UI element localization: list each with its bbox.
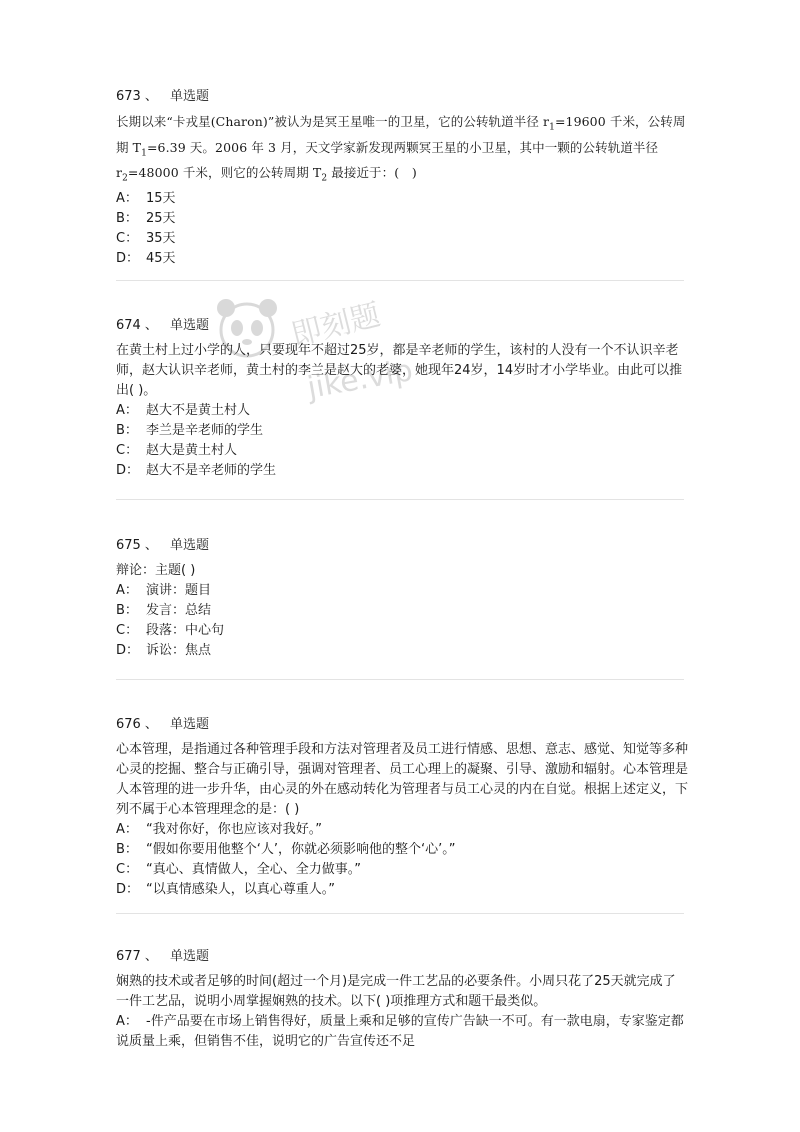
option-key: A： bbox=[116, 190, 138, 206]
question-header bbox=[116, 88, 688, 106]
question-stem: 辩论：主题( ) bbox=[116, 563, 196, 578]
stem-text: 长期以来“卡戎星(Charon)”被认为是冥王星唯一的卫星，它的公转轨道半径 r bbox=[116, 114, 550, 129]
option-text: 段落：中心句 bbox=[146, 623, 225, 638]
question-type: 单选题 bbox=[169, 949, 209, 964]
question-header bbox=[116, 317, 688, 335]
question-header bbox=[116, 948, 688, 966]
question-stem bbox=[116, 112, 688, 189]
question-header bbox=[116, 537, 688, 555]
question-number-sep: 、 bbox=[144, 318, 158, 333]
option-d[interactable] bbox=[116, 880, 688, 900]
question-677 bbox=[116, 948, 688, 1052]
question-number-sep: 、 bbox=[144, 89, 158, 104]
option-text: “真心、真情做人，全心、全力做事。” bbox=[146, 862, 361, 877]
question-header bbox=[116, 716, 688, 734]
question-number-sep: 、 bbox=[144, 949, 158, 964]
option-a[interactable] bbox=[116, 820, 688, 840]
option-b[interactable] bbox=[116, 601, 688, 621]
question-673 bbox=[116, 88, 688, 269]
option-key: A： bbox=[116, 403, 138, 418]
question-674 bbox=[116, 317, 688, 481]
option-key: C： bbox=[116, 862, 139, 877]
question-type: 单选题 bbox=[169, 89, 209, 104]
stem-subscript: 2 bbox=[122, 173, 128, 184]
stem-subscript: 2 bbox=[321, 173, 328, 184]
option-b[interactable] bbox=[116, 421, 688, 441]
option-a[interactable] bbox=[116, 581, 688, 601]
divider bbox=[116, 913, 684, 914]
option-text: -件产品要在市场上销售得好，质量上乘和足够的宣传广告缺一不可。有一款电扇，专家鉴定都说质量上乘，但销售不佳，说明它的广告宣传还不足 bbox=[116, 1014, 684, 1049]
question-stem: 心本管理，是指通过各种管理手段和方法对管理者及员工进行情感、思想、意志、感觉、知觉等多种心灵的挖掘、整合与正确引导，强调对管理者、员工心理上的凝聚、引导、激励和辐射。心本管理是人本管理的进一步升华，由心灵的外在感动转化为管理者与员工心灵的内在自觉。根据上述定义，下列不属于心本管理理念的是：( ) bbox=[116, 742, 689, 817]
question-number: 675 bbox=[116, 538, 141, 553]
question-675 bbox=[116, 537, 688, 661]
option-text: 赵大不是辛老师的学生 bbox=[146, 463, 277, 478]
option-key: C： bbox=[116, 443, 139, 458]
option-text: “假如你要用他整个‘人’，你就必须影响他的整个‘心’。” bbox=[146, 842, 456, 857]
watermark-text-en: jike.vip bbox=[304, 353, 416, 406]
option-text: 赵大是黄土村人 bbox=[146, 443, 238, 458]
stem-text: =19600 千米，公转周期 T bbox=[116, 114, 686, 155]
option-text: 35天 bbox=[146, 230, 176, 246]
option-b[interactable] bbox=[116, 840, 688, 860]
divider bbox=[116, 499, 684, 500]
option-c[interactable] bbox=[116, 860, 688, 880]
stem-subscript: 1 bbox=[141, 148, 147, 158]
option-key: A： bbox=[116, 822, 138, 837]
option-text: 诉讼：焦点 bbox=[146, 643, 212, 658]
option-text: 李兰是辛老师的学生 bbox=[146, 423, 264, 438]
option-key: D： bbox=[116, 882, 140, 897]
option-c[interactable] bbox=[116, 441, 688, 461]
option-key: D： bbox=[116, 250, 140, 266]
option-key: C： bbox=[116, 230, 139, 246]
question-number: 673 bbox=[116, 89, 141, 104]
option-a[interactable] bbox=[116, 189, 688, 209]
option-key: D： bbox=[116, 643, 140, 658]
stem-text: 最接近于：( ) bbox=[327, 165, 417, 180]
question-type: 单选题 bbox=[169, 318, 209, 333]
option-key: A： bbox=[116, 1014, 138, 1029]
option-text: 赵大不是黄土村人 bbox=[146, 403, 251, 418]
option-key: C： bbox=[116, 623, 139, 638]
option-text: 15天 bbox=[146, 190, 176, 206]
question-stem: 在黄土村上过小学的人，只要现年不超过25岁，都是辛老师的学生，该村的人没有一个不认识辛老师，赵大认识辛老师，黄土村的李兰是赵大的老婆，她现年24岁，14岁时才小学毕业。由此可以推出( )。 bbox=[116, 343, 683, 398]
option-text: 发言：总结 bbox=[146, 603, 212, 618]
option-d[interactable] bbox=[116, 641, 688, 661]
option-c[interactable] bbox=[116, 621, 688, 641]
stem-text: =6.39 天。2006 年 3 月，天文学家新发现两颗冥王星的小卫星，其中一颗的公转轨道半径 r bbox=[116, 139, 659, 180]
divider bbox=[116, 280, 684, 281]
option-d[interactable] bbox=[116, 461, 688, 481]
option-d[interactable] bbox=[116, 249, 688, 269]
option-a[interactable] bbox=[116, 1012, 688, 1052]
watermark-text-cn: 即刻题 bbox=[287, 297, 384, 354]
option-c[interactable] bbox=[116, 229, 688, 249]
option-text: “我对你好，你也应该对我好。” bbox=[146, 822, 322, 837]
option-key: B： bbox=[116, 210, 138, 226]
option-key: B： bbox=[116, 603, 138, 618]
option-key: A： bbox=[116, 583, 138, 598]
question-number: 677 bbox=[116, 949, 141, 964]
question-type: 单选题 bbox=[169, 538, 209, 553]
option-text: 45天 bbox=[146, 250, 176, 266]
stem-text: =48000 千米，则它的公转周期 T bbox=[127, 165, 322, 180]
option-key: D： bbox=[116, 463, 140, 478]
option-key: B： bbox=[116, 842, 138, 857]
divider bbox=[116, 679, 684, 680]
question-type: 单选题 bbox=[169, 717, 209, 732]
option-text: 演讲：题目 bbox=[146, 583, 212, 598]
option-key: B： bbox=[116, 423, 138, 438]
question-stem: 娴熟的技术或者足够的时间(超过一个月)是完成一件工艺品的必要条件。小周只花了25天就完成了一件工艺品，说明小周掌握娴熟的技术。以下( )项推理方式和题干最类似。 bbox=[116, 974, 676, 1009]
option-text: “以真情感染人，以真心尊重人。” bbox=[146, 882, 335, 897]
question-number: 676 bbox=[116, 717, 141, 732]
option-text: 25天 bbox=[146, 210, 176, 226]
question-number-sep: 、 bbox=[144, 717, 158, 732]
question-676 bbox=[116, 716, 688, 900]
option-a[interactable] bbox=[116, 401, 688, 421]
question-number-sep: 、 bbox=[144, 538, 158, 553]
option-b[interactable] bbox=[116, 209, 688, 229]
stem-subscript: 1 bbox=[549, 122, 555, 133]
question-number: 674 bbox=[116, 318, 141, 333]
